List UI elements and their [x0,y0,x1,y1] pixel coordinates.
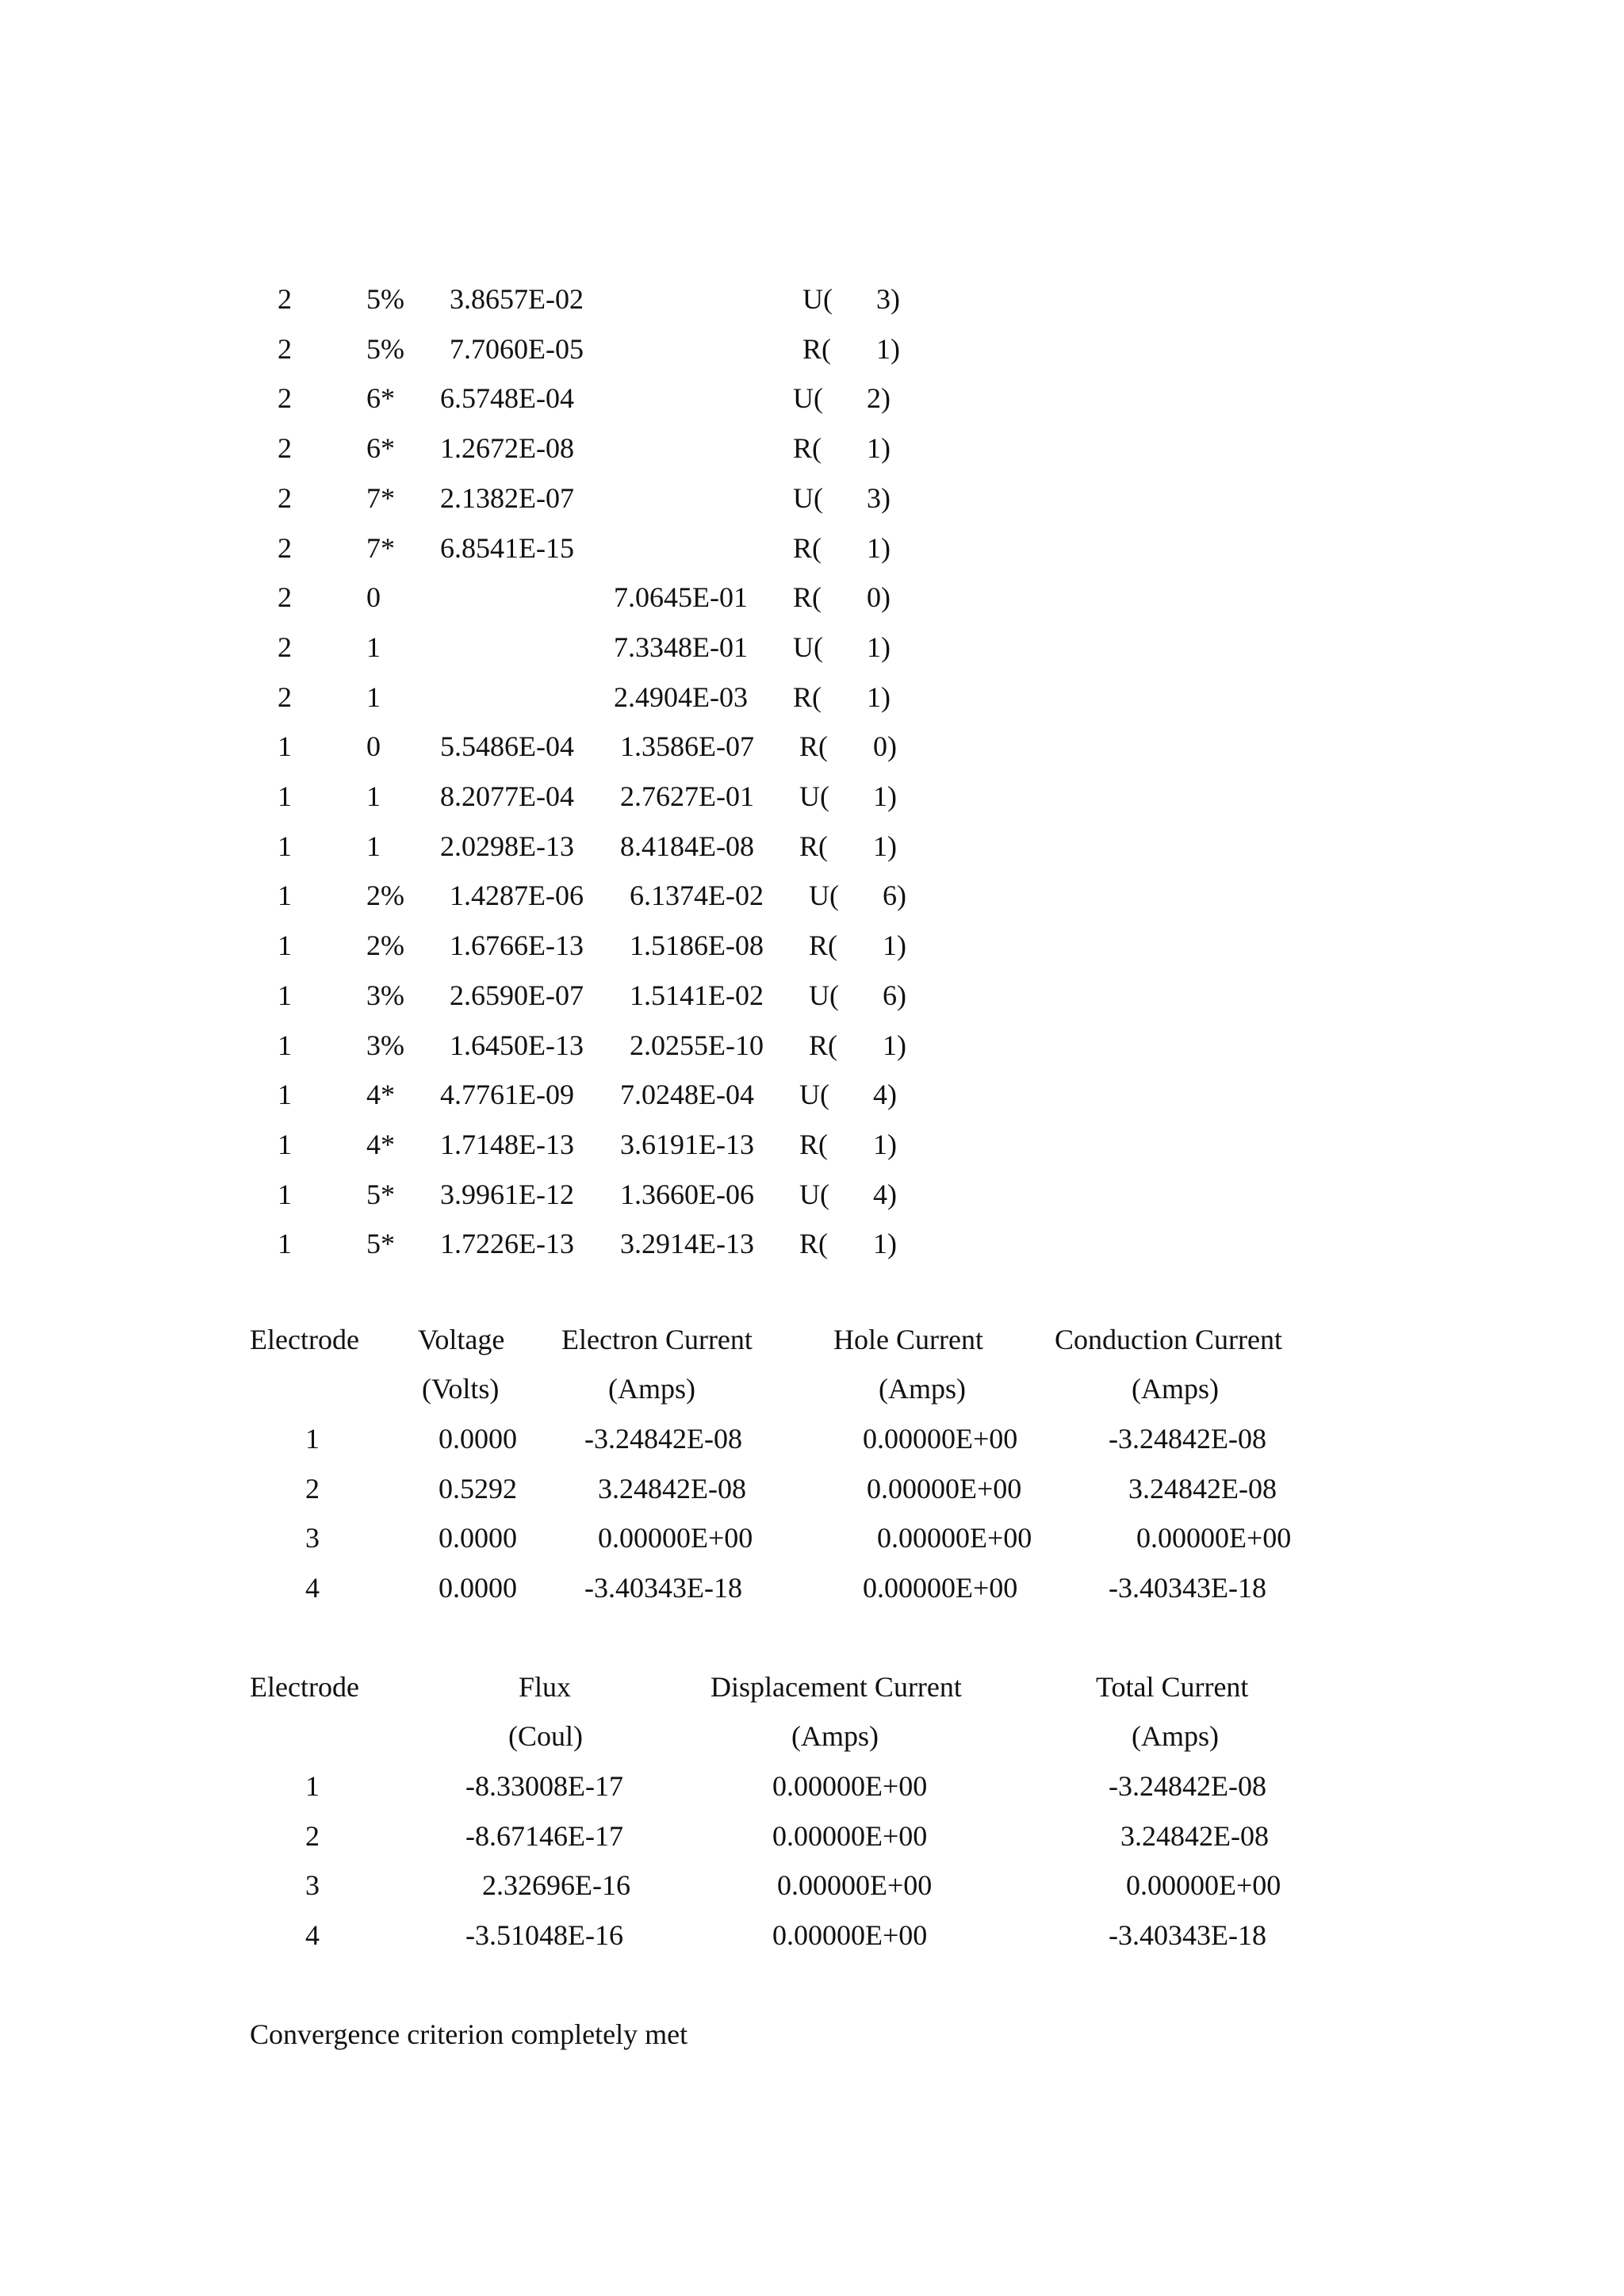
table-cell: 2.32696E-16 [482,1869,630,1901]
iter-col-b: 5* [366,1179,395,1210]
table-row [0,1029,1624,1064]
iter-col-a: 1 [278,830,292,862]
iter-col-b: 1 [366,631,381,663]
iter-col-d: 7.3348E-01 [614,631,748,663]
table-row [0,581,1624,616]
table-cell: -8.67146E-17 [465,1819,623,1852]
iter-col-b: 3% [366,1029,404,1061]
iter-col-b: 5% [366,283,404,315]
iter-col-e: U( [799,780,829,812]
iter-col-a: 2 [278,631,292,663]
table-row [0,1869,1624,1904]
table-row [0,1423,1624,1458]
iter-col-b: 7* [366,482,395,514]
iter-col-d: 2.0255E-10 [630,1029,764,1061]
table-cell: 2 [305,1472,320,1504]
table-row [0,532,1624,567]
table-cell: 0.00000E+00 [1136,1522,1292,1554]
table-cell: -8.33008E-17 [465,1770,623,1802]
table-cell: -3.40343E-18 [584,1571,742,1604]
iter-col-a: 1 [278,780,292,812]
iter-col-c: 4.7761E-09 [440,1079,574,1110]
table-row [0,780,1624,815]
iter-col-e: R( [809,930,837,961]
iter-col-e: U( [793,631,823,663]
iter-col-a: 2 [278,283,292,315]
unit-label: (Amps) [608,1373,695,1405]
iter-col-c: 1.6766E-13 [450,930,584,961]
iter-col-f: 1) [883,930,906,961]
table-cell: 0.00000E+00 [772,1819,928,1852]
table-cell: 2 [305,1819,320,1852]
iter-col-c: 6.5748E-04 [440,382,574,414]
iter-col-b: 7* [366,532,395,564]
iter-col-f: 1) [883,1029,906,1061]
iter-col-e: U( [799,1179,829,1210]
table-row [0,1770,1624,1805]
table-cell: 1 [305,1423,320,1455]
iter-col-a: 1 [278,1079,292,1110]
table-cell: 0.00000E+00 [1126,1869,1281,1901]
iter-col-d: 7.0248E-04 [620,1079,754,1110]
iter-col-f: 1) [873,780,897,812]
table-cell: -3.51048E-16 [465,1918,623,1951]
iter-col-f: 1) [873,1129,897,1160]
iter-col-e: R( [799,1129,828,1160]
table-row [0,283,1624,318]
iter-col-e: U( [799,1079,829,1110]
table-row [0,482,1624,517]
table-cell: -3.40343E-18 [1109,1571,1266,1604]
iter-col-a: 1 [278,979,292,1011]
table-units-row [0,1720,1624,1755]
table-row [0,880,1624,914]
column-header: Total Current [1096,1671,1249,1703]
table-cell: 4 [305,1571,320,1604]
table-cell: 0.0000 [439,1522,517,1554]
table-row [0,1079,1624,1114]
iter-col-c: 2.6590E-07 [450,979,584,1011]
table-cell: -3.24842E-08 [1109,1423,1266,1455]
iter-col-e: R( [802,333,831,365]
iter-col-d: 7.0645E-01 [614,581,748,613]
table-cell: 3 [305,1869,320,1901]
table-row [0,333,1624,368]
column-header: Electrode [250,1671,359,1703]
table-row [0,1179,1624,1213]
iter-col-a: 2 [278,333,292,365]
iter-col-f: 1) [867,432,891,464]
table-cell: 0.5292 [439,1472,517,1504]
iter-col-b: 2% [366,930,404,961]
iter-col-f: 4) [873,1179,897,1210]
iter-col-b: 3% [366,979,404,1011]
table-row [0,1473,1624,1508]
iter-col-c: 1.7226E-13 [440,1228,574,1259]
table-cell: 0.00000E+00 [598,1522,753,1554]
iter-col-f: 3) [876,283,900,315]
iter-col-d: 1.5186E-08 [630,930,764,961]
table-units-row [0,1373,1624,1408]
table-cell: 0.0000 [439,1423,517,1455]
iter-col-a: 1 [278,1129,292,1160]
iter-col-f: 4) [873,1079,897,1110]
column-header: Voltage [418,1324,505,1355]
iter-col-d: 1.3660E-06 [620,1179,754,1210]
iter-col-b: 1 [366,830,381,862]
table-cell: 3.24842E-08 [1128,1472,1277,1504]
table-row [0,432,1624,467]
column-header: Electrode [250,1324,359,1355]
table-cell: 0.00000E+00 [777,1869,933,1901]
iter-col-f: 1) [867,532,891,564]
iter-col-f: 1) [873,1228,897,1259]
table-header [0,1671,1624,1706]
unit-label: (Amps) [791,1720,879,1752]
iter-col-e: R( [799,730,828,762]
table-row [0,1228,1624,1263]
iter-col-e: R( [793,532,822,564]
table-cell: -3.24842E-08 [1109,1770,1266,1802]
table-cell: 0.00000E+00 [867,1472,1022,1504]
iter-col-e: U( [809,979,839,1011]
table-row [0,979,1624,1014]
table-cell: -3.40343E-18 [1109,1918,1266,1951]
table-row [0,1820,1624,1855]
iter-col-e: U( [793,482,823,514]
table-row [0,930,1624,964]
table-cell: 3.24842E-08 [1120,1819,1269,1852]
iter-col-f: 6) [883,979,906,1011]
iter-col-b: 5% [366,333,404,365]
iter-col-b: 2% [366,880,404,911]
iter-col-b: 0 [366,730,381,762]
unit-label: (Coul) [508,1720,583,1752]
unit-label: (Amps) [879,1373,966,1405]
table-row [0,631,1624,666]
iter-col-e: R( [799,1228,828,1259]
table-cell: 0.0000 [439,1571,517,1604]
table-row [0,681,1624,716]
iter-col-a: 2 [278,532,292,564]
iter-col-d: 2.7627E-01 [620,780,754,812]
table-cell: 3.24842E-08 [598,1472,746,1504]
table-cell: 0.00000E+00 [863,1423,1018,1455]
iter-col-f: 2) [867,382,891,414]
iter-col-f: 1) [873,830,897,862]
iter-col-e: U( [809,880,839,911]
iter-col-c: 5.5486E-04 [440,730,574,762]
iter-col-e: U( [802,283,833,315]
iter-col-f: 1) [867,681,891,713]
iter-col-b: 6* [366,432,395,464]
iter-col-d: 3.6191E-13 [620,1129,754,1160]
table-cell: 0.00000E+00 [863,1571,1018,1604]
iter-col-a: 1 [278,730,292,762]
iter-col-a: 1 [278,1029,292,1061]
iter-col-c: 1.2672E-08 [440,432,574,464]
column-header: Flux [519,1671,572,1703]
iter-col-f: 3) [867,482,891,514]
iter-col-f: 1) [867,631,891,663]
table-cell: 0.00000E+00 [772,1918,928,1951]
table-header [0,1324,1624,1359]
iter-col-a: 2 [278,581,292,613]
iter-col-e: R( [793,581,822,613]
table-cell: 1 [305,1770,320,1802]
table-row [0,730,1624,765]
table-cell: 0.00000E+00 [877,1522,1032,1554]
iter-col-a: 1 [278,880,292,911]
iter-col-c: 1.4287E-06 [450,880,584,911]
iter-col-a: 1 [278,930,292,961]
iter-col-d: 2.4904E-03 [614,681,748,713]
iter-col-b: 6* [366,382,395,414]
unit-label: (Amps) [1132,1720,1219,1752]
column-header: Hole Current [833,1324,983,1355]
iter-col-f: 6) [883,880,906,911]
iter-col-c: 1.6450E-13 [450,1029,584,1061]
table-cell: 3 [305,1522,320,1554]
unit-label: (Amps) [1132,1373,1219,1405]
iter-col-d: 8.4184E-08 [620,830,754,862]
iter-col-e: U( [793,382,823,414]
column-header: Conduction Current [1055,1324,1282,1355]
iter-col-b: 5* [366,1228,395,1259]
iter-col-b: 1 [366,681,381,713]
iter-col-f: 1) [876,333,900,365]
iter-col-c: 7.7060E-05 [450,333,584,365]
iter-col-d: 6.1374E-02 [630,880,764,911]
table-row [0,830,1624,865]
column-header: Displacement Current [710,1671,962,1703]
table-cell: 4 [305,1918,320,1951]
iter-col-d: 3.2914E-13 [620,1228,754,1259]
iter-col-b: 4* [366,1079,395,1110]
iter-col-c: 8.2077E-04 [440,780,574,812]
iter-col-e: R( [809,1029,837,1061]
iter-col-e: R( [793,432,822,464]
iter-col-e: R( [799,830,828,862]
iter-col-c: 2.1382E-07 [440,482,574,514]
iter-col-a: 1 [278,1179,292,1210]
table-row [0,1919,1624,1954]
iter-col-c: 1.7148E-13 [440,1129,574,1160]
iter-col-a: 2 [278,681,292,713]
iter-col-a: 2 [278,432,292,464]
iter-col-e: R( [793,681,822,713]
convergence-status: Convergence criterion completely met [250,2018,688,2050]
table-row [0,1522,1624,1557]
table-row [0,382,1624,417]
table-row [0,1129,1624,1163]
iter-col-b: 0 [366,581,381,613]
unit-label: (Volts) [422,1373,500,1405]
iter-col-b: 1 [366,780,381,812]
iter-col-c: 3.8657E-02 [450,283,584,315]
iter-col-d: 1.3586E-07 [620,730,754,762]
iter-col-c: 3.9961E-12 [440,1179,574,1210]
iter-col-f: 0) [873,730,897,762]
iter-col-a: 2 [278,482,292,514]
iter-col-c: 2.0298E-13 [440,830,574,862]
table-cell: -3.24842E-08 [584,1423,742,1455]
table-cell: 0.00000E+00 [772,1770,928,1802]
iter-col-a: 1 [278,1228,292,1259]
iter-col-b: 4* [366,1129,395,1160]
iter-col-d: 1.5141E-02 [630,979,764,1011]
iter-col-f: 0) [867,581,891,613]
iter-col-c: 6.8541E-15 [440,532,574,564]
iter-col-a: 2 [278,382,292,414]
table-row [0,1572,1624,1607]
column-header: Electron Current [561,1324,753,1355]
